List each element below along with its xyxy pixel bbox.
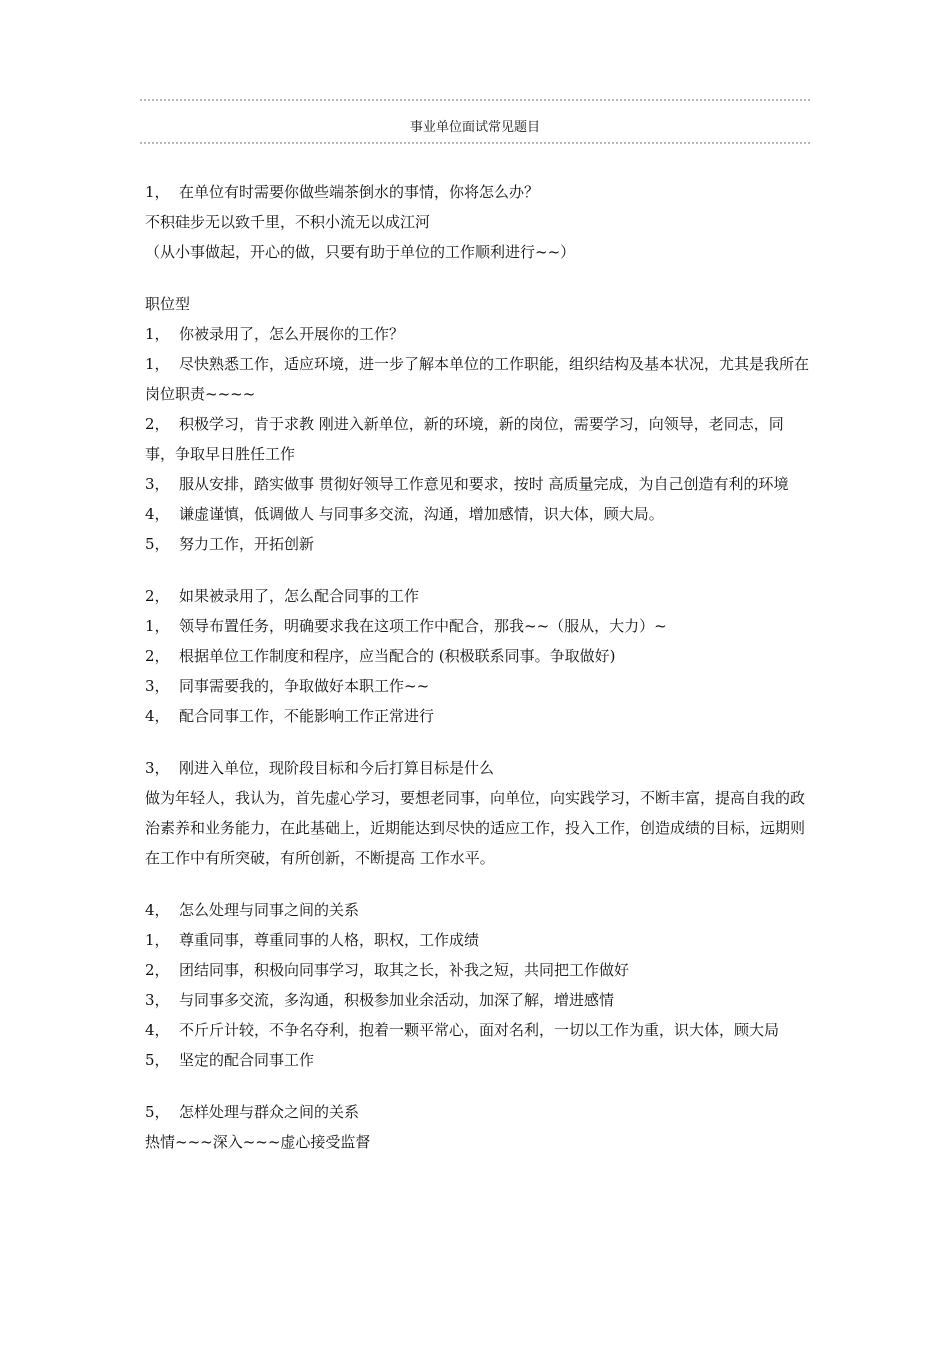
list-item (145, 1045, 810, 1075)
list-item (145, 409, 810, 469)
item-text: 不斤斤计较，不争名夺利，抱着一颗平常心，面对名利，一切以工作为重，识大体，顾大局 (179, 1021, 780, 1039)
item-text: 根据单位工作制度和程序，应当配合的 (积极联系同事。争取做好) (179, 647, 616, 665)
question-3 (145, 581, 810, 611)
question-6 (145, 1097, 810, 1127)
question-4 (145, 753, 810, 783)
item-number: 3， (145, 475, 170, 493)
question-text: 怎么处理与同事之间的关系 (179, 901, 360, 919)
section-heading: 职位型 (145, 295, 191, 313)
question-text: 刚进入单位，现阶段目标和今后打算目标是什么 (179, 759, 495, 777)
answer-line: 热情~~~深入~~~虚心接受监督 (145, 1133, 371, 1151)
question-1 (145, 177, 810, 207)
question-text: 在单位有时需要你做些端茶倒水的事情，你将怎么办？ (179, 183, 540, 201)
item-text: 谦虚谨慎，低调做人 与同事多交流，沟通，增加感情，识大体，顾大局。 (179, 505, 664, 523)
item-text: 尽快熟悉工作，适应环境，进一步了解本单位的工作职能，组织结构及基本状况，尤其是我所在岗位职责~~~~ (145, 355, 810, 403)
question-text: 如果被录用了，怎么配合同事的工作 (179, 587, 420, 605)
question-5 (145, 895, 810, 925)
item-number: 4， (145, 707, 170, 725)
item-text: 配合同事工作，不能影响工作正常进行 (179, 707, 435, 725)
item-number: 1， (145, 617, 170, 635)
question-number: 3， (145, 759, 170, 777)
answer-paragraph: 做为年轻人，我认为，首先虚心学习，要想老同事，向单位，向实践学习，不断丰富，提高自我的政治素养和业务能力，在此基础上，近期能达到尽快的适应工作，投入工作，创造成绩的目标，远期则在工作中有所突破，有所创新，不断提高 工作水平。 (145, 789, 806, 867)
item-number: 4， (145, 1021, 170, 1039)
top-dotted-rule (140, 99, 810, 101)
question-text: 你被录用了，怎么开展你的工作？ (179, 325, 405, 343)
list-item (145, 1015, 810, 1045)
answer-line: 不积硅步无以致千里，不积小流无以成江河 (145, 213, 431, 231)
item-number: 2， (145, 647, 170, 665)
item-number: 2， (145, 961, 170, 979)
question-text: 怎样处理与群众之间的关系 (179, 1103, 360, 1121)
item-number: 3， (145, 677, 170, 695)
list-item (145, 529, 810, 559)
item-text: 同事需要我的，争取做好本职工作~~ (179, 677, 430, 695)
list-item (145, 985, 810, 1015)
item-number: 1， (145, 355, 170, 373)
item-number: 2， (145, 415, 170, 433)
list-item (145, 925, 810, 955)
list-item (145, 955, 810, 985)
item-text: 积极学习，肯于求教 刚进入新单位，新的环境，新的岗位，需要学习，向领导，老同志，同事，争取早日胜任工作 (145, 415, 784, 463)
answer-line: （从小事做起，开心的做，只要有助于单位的工作顺利进行~~） (145, 243, 576, 261)
question-number: 5， (145, 1103, 170, 1121)
question-number: 1， (145, 183, 170, 201)
document-title: 事业单位面试常见题目 (409, 120, 540, 135)
item-text: 服从安排，踏实做事 贯彻好领导工作意见和要求，按时 高质量完成，为自己创造有利的环境 (179, 475, 789, 493)
document-body (145, 177, 810, 1157)
list-item (145, 349, 810, 409)
item-number: 3， (145, 991, 170, 1009)
list-item (145, 671, 810, 701)
item-text: 尊重同事，尊重同事的人格，职权，工作成绩 (179, 931, 480, 949)
question-number: 1， (145, 325, 170, 343)
item-number: 5， (145, 1051, 170, 1069)
list-item (145, 701, 810, 731)
list-item (145, 499, 810, 529)
question-number: 4， (145, 901, 170, 919)
item-text: 领导布置任务，明确要求我在这项工作中配合，那我~~（服从，大力）~ (179, 617, 667, 635)
list-item (145, 469, 810, 499)
item-text: 坚定的配合同事工作 (179, 1051, 315, 1069)
item-number: 4， (145, 505, 170, 523)
item-number: 5， (145, 535, 170, 553)
bottom-dotted-rule (140, 142, 810, 144)
list-item (145, 611, 810, 641)
item-number: 1， (145, 931, 170, 949)
item-text: 与同事多交流，多沟通，积极参加业余活动，加深了解，增进感情 (179, 991, 615, 1009)
item-text: 团结同事，积极向同事学习，取其之长，补我之短，共同把工作做好 (179, 961, 630, 979)
question-number: 2， (145, 587, 170, 605)
list-item (145, 641, 810, 671)
item-text: 努力工作，开拓创新 (179, 535, 315, 553)
question-2 (145, 319, 810, 349)
